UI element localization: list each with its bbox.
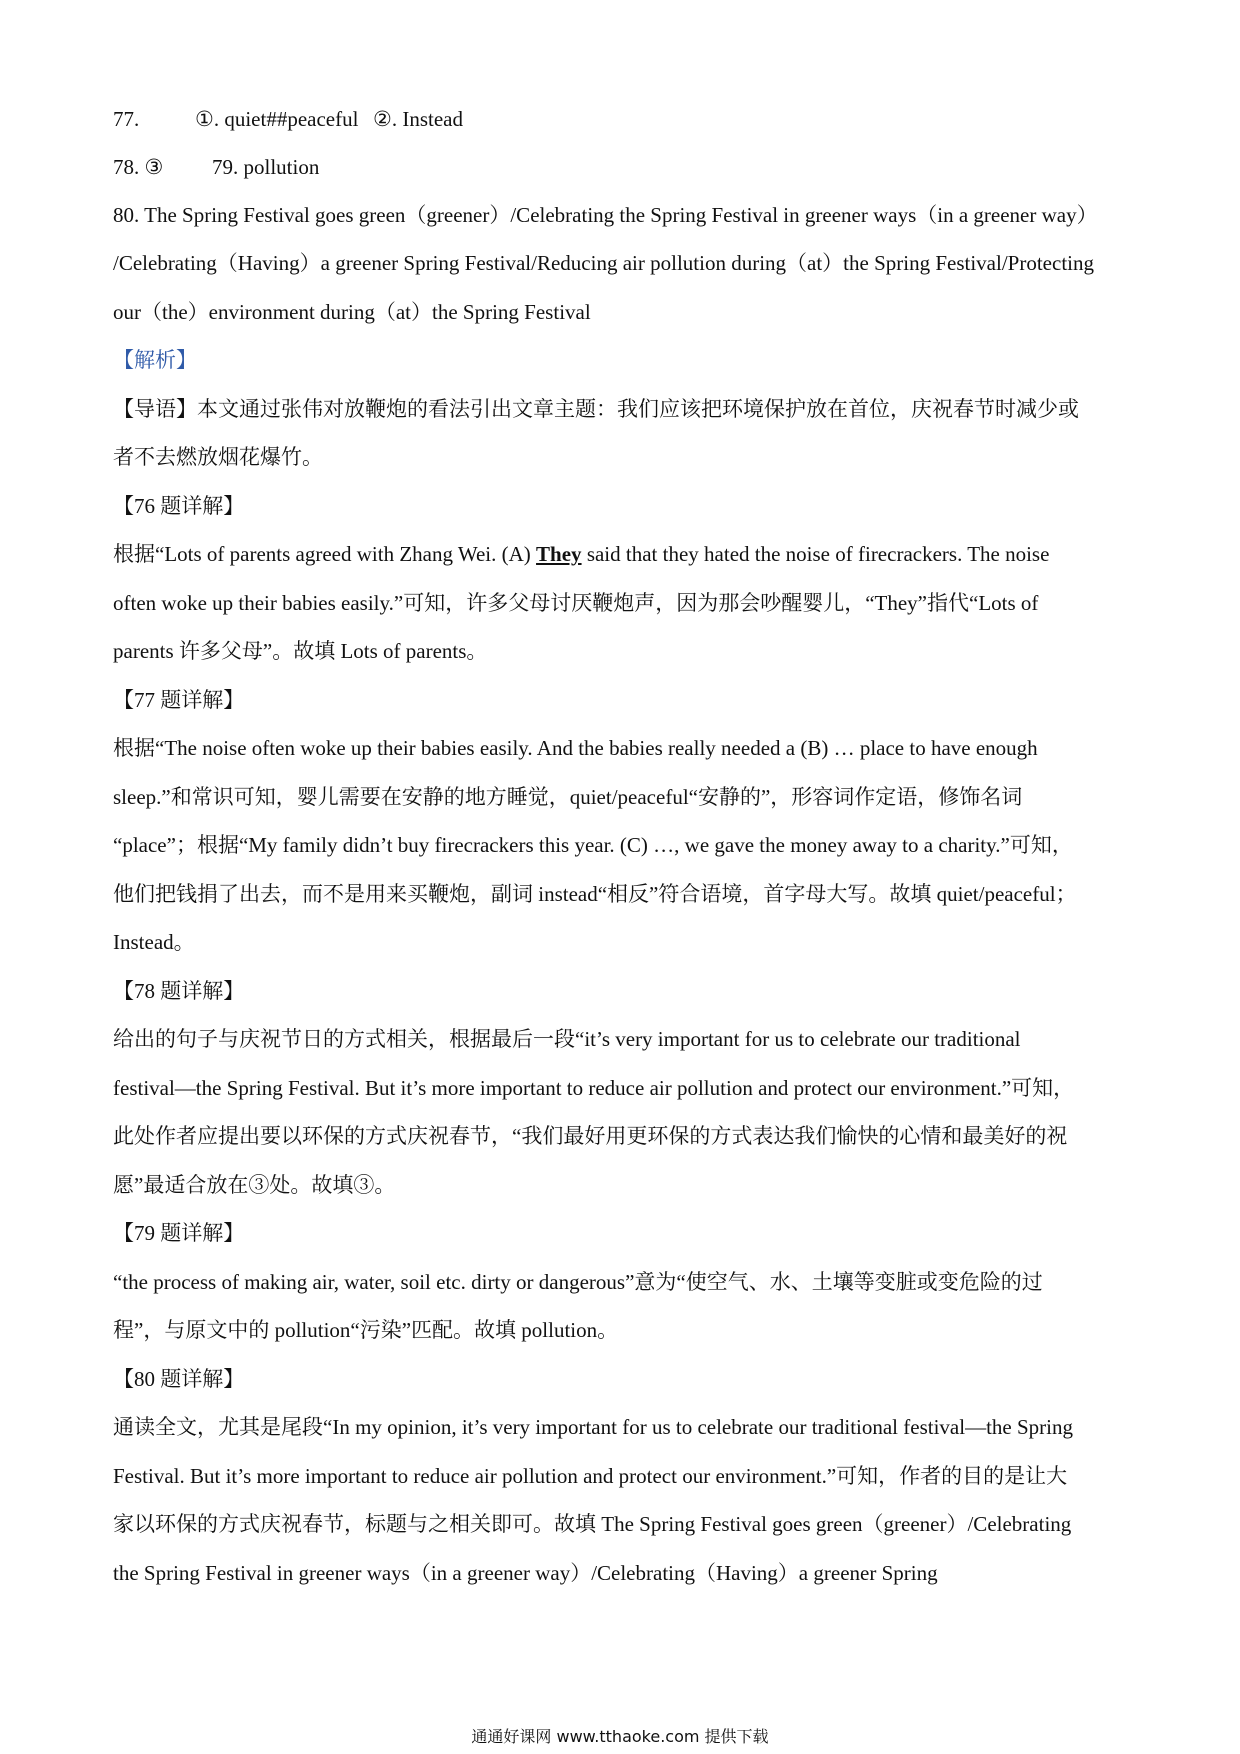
q80-header: 【80 题详解】 [113, 1367, 245, 1391]
q76-line-3: parents 许多父母”。故填 Lots of parents。 [113, 639, 488, 663]
q76-line-1-pre: 根据“Lots of parents agreed with Zhang Wei. (A) [113, 542, 537, 566]
intro-line-1: 【导语】本文通过张伟对放鞭炮的看法引出文章主题：我们应该把环境保护放在首位，庆祝春节时减少或 [113, 397, 1079, 421]
answer-80-line-1: 80. The Spring Festival goes green（greener）/Celebrating the Spring Festival in greener ways（in a greener way） [113, 203, 1098, 227]
answer-78-79 [113, 152, 319, 182]
q77-line-4: 他们把钱捐了出去，而不是用来买鞭炮，副词 instead“相反”符合语境，首字母大写。故填 quiet/peaceful； [113, 882, 1077, 906]
q76-line-1-post: said that they hated the noise of firecrackers. The noise [581, 542, 1050, 566]
answer-80-line-2: /Celebrating（Having）a greener Spring Festival/Reducing air pollution during（at）the Spring Festival/Protecting [113, 251, 1094, 275]
answer-77-part1: ①. quiet##peaceful [195, 107, 359, 131]
q78-line-1: 给出的句子与庆祝节日的方式相关，根据最后一段“it’s very important for us to celebrate our traditional [113, 1027, 1021, 1051]
answer-78: 78. ③ [113, 155, 164, 179]
intro-line-2: 者不去燃放烟花爆竹。 [113, 445, 323, 469]
q78-header: 【78 题详解】 [113, 979, 245, 1003]
q76-line-2: often woke up their babies easily.”可知，许多父母讨厌鞭炮声，因为那会吵醒婴儿，“They”指代“Lots of [113, 591, 1039, 615]
page-footer: 通通好课网 www.tthaoke.com 提供下载 [471, 1727, 769, 1746]
q76-line-1 [113, 539, 1049, 569]
answer-77-number: 77. [113, 107, 140, 131]
answer-77-part2: ②. Instead [373, 107, 463, 131]
q78-line-3: 此处作者应提出要以环保的方式庆祝春节，“我们最好用更环保的方式表达我们愉快的心情和最美好的祝 [113, 1124, 1068, 1148]
q78-line-4: 愿”最适合放在③处。故填③。 [113, 1173, 396, 1197]
answer-80-line-3: our（the）environment during（at）the Spring Festival [113, 300, 591, 324]
q77-line-3: “place”；根据“My family didn’t buy firecrackers this year. (C) …, we gave the money away to a charity.”可知， [113, 833, 1073, 857]
q76-header: 【76 题详解】 [113, 494, 245, 518]
q77-line-2: sleep.”和常识可知，婴儿需要在安静的地方睡觉，quiet/peaceful“安静的”，形容词作定语，修饰名词 [113, 785, 1023, 809]
answer-77 [113, 104, 463, 134]
answer-79: 79. pollution [212, 155, 320, 179]
q80-line-3: 家以环保的方式庆祝春节，标题与之相关即可。故填 The Spring Festival goes green（greener）/Celebrating [113, 1512, 1072, 1536]
q77-header: 【77 题详解】 [113, 688, 245, 712]
q76-underlined-word: They [536, 542, 582, 566]
analysis-label: 【解析】 [113, 348, 197, 372]
q80-line-1: 通读全文，尤其是尾段“In my opinion, it’s very important for us to celebrate our traditional festival—the Spring [113, 1415, 1073, 1439]
q79-line-1: “the process of making air, water, soil etc. dirty or dangerous”意为“使空气、水、土壤等变脏或变危险的过 [113, 1270, 1043, 1294]
q80-line-2: Festival. But it’s more important to reduce air pollution and protect our environment.”可知，作者的目的是让大 [113, 1464, 1068, 1488]
q79-header: 【79 题详解】 [113, 1221, 245, 1245]
q79-line-2: 程”，与原文中的 pollution“污染”匹配。故填 pollution。 [113, 1318, 619, 1342]
q78-line-2: festival—the Spring Festival. But it’s more important to reduce air pollution and protect our environment.”可知， [113, 1076, 1075, 1100]
q80-line-4: the Spring Festival in greener ways（in a greener way）/Celebrating（Having）a greener Spring [113, 1561, 938, 1585]
q77-line-1: 根据“The noise often woke up their babies easily. And the babies really needed a (B) … place to have enough [113, 736, 1038, 760]
q77-line-5: Instead。 [113, 930, 195, 954]
